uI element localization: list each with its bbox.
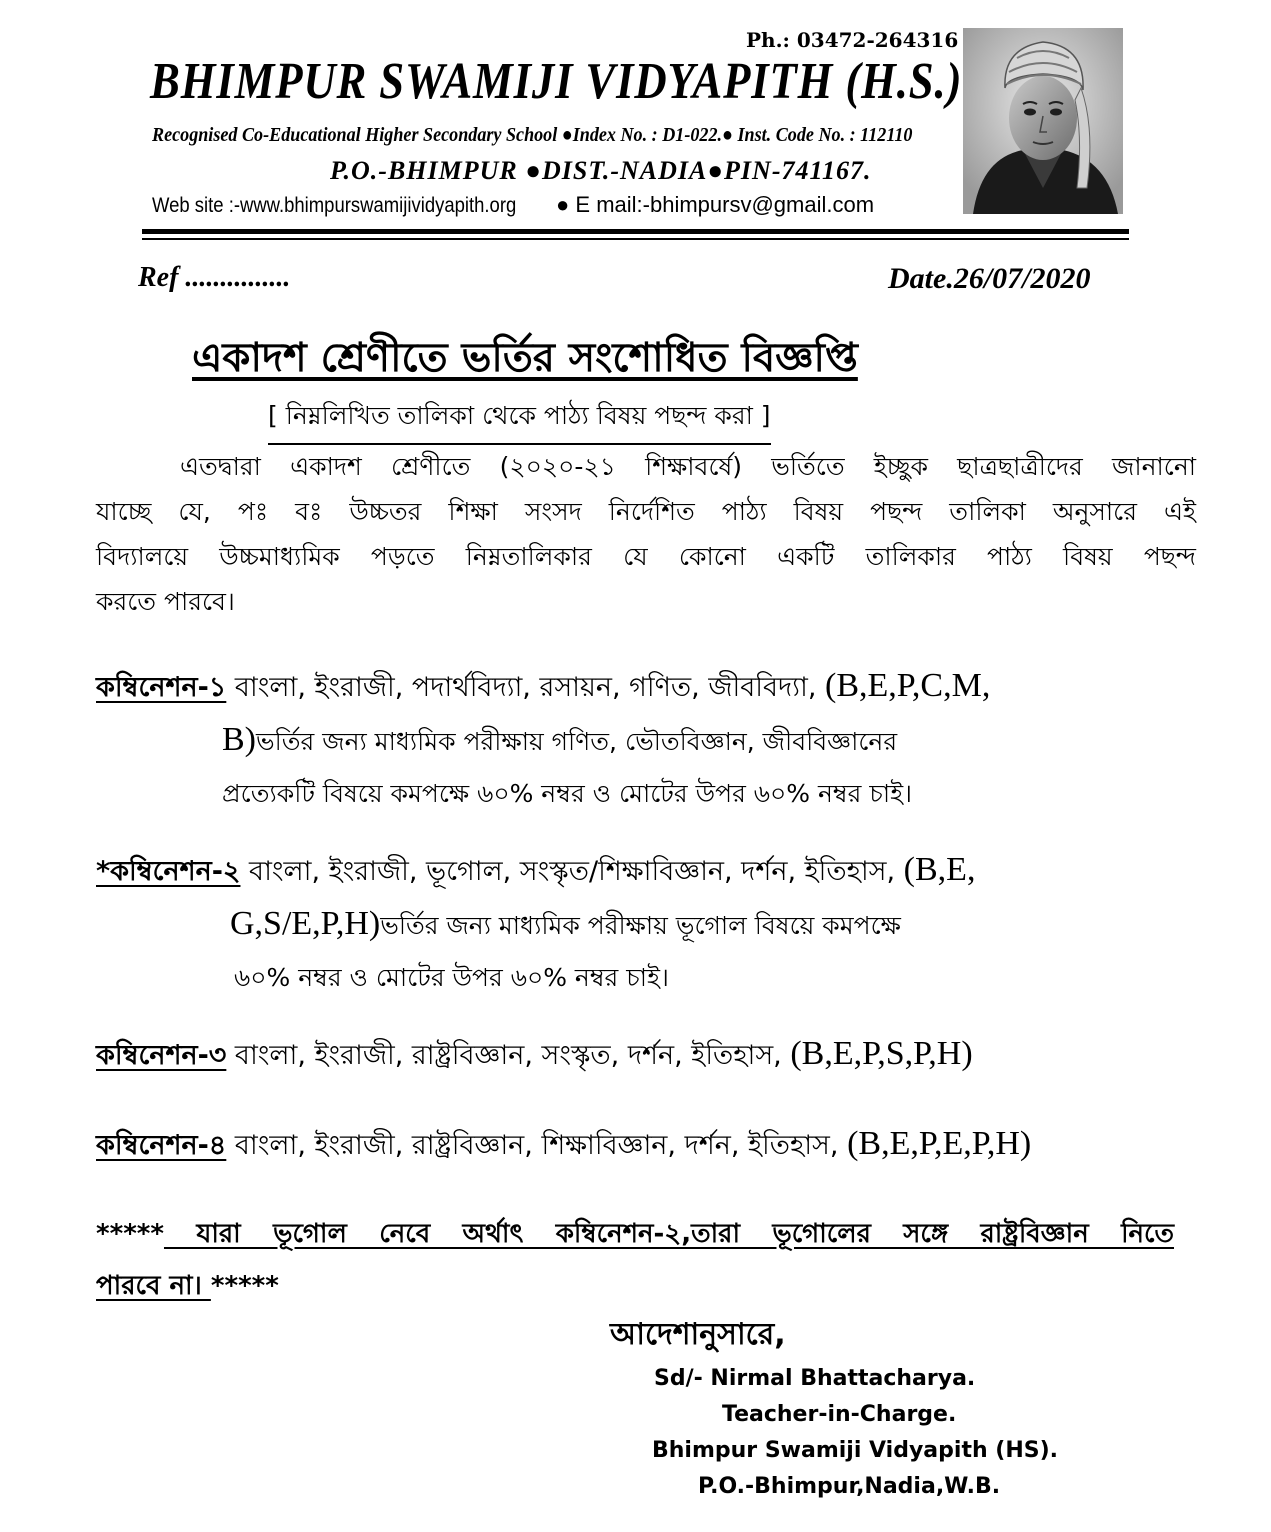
combination-code: (B,E,P,S,P,H) bbox=[790, 1035, 973, 1072]
recognition-line: Recognised Co-Educational Higher Secondary School ●Index No. : D1-022.● Inst. Code No. : 112110 bbox=[152, 124, 913, 146]
signatory-address: P.O.-Bhimpur,Nadia,W.B. bbox=[698, 1474, 1001, 1499]
signatory-school: Bhimpur Swamiji Vidyapith (HS). bbox=[652, 1438, 1059, 1463]
notice-subtitle bbox=[268, 396, 771, 439]
bullet: ● bbox=[556, 192, 570, 217]
combination-label: কম্বিনেশন-১ bbox=[96, 672, 227, 703]
intro-line: বিদ্যালয়ে উচ্চমাধ্যমিক পড়তে নিম্নতালিকার যে কোনো একটি তালিকার পাঠ্য বিষয় পছন্দ bbox=[96, 542, 1196, 571]
combination-code-cont: B) bbox=[222, 721, 256, 758]
combination-label: কম্বিনেশন-৪ bbox=[96, 1130, 227, 1161]
combination-requirement: ভর্তির জন্য মাধ্যমিক পরীক্ষায় গণিত, ভৌতবিজ্ঞান, জীববিজ্ঞানের bbox=[256, 727, 898, 756]
intro-line: এতদ্বারা একাদশ শ্রেণীতে (২০২০-২১ শিক্ষাবর্ষে) ভর্তিতে ইচ্ছুক ছাত্রছাত্রীদের জানানো bbox=[180, 452, 1196, 481]
combination-requirement-cont: প্রত্যেকটি বিষয়ে কমপক্ষে ৬০% নম্বর ও মোটের উপর ৬০% নম্বর চাই। bbox=[222, 779, 913, 808]
combination-1 bbox=[96, 660, 990, 820]
email-line[interactable] bbox=[556, 192, 874, 218]
combination-subjects: বাংলা, ইংরাজী, রাষ্ট্রবিজ্ঞান, সংস্কৃত, দর্শন, ইতিহাস, bbox=[226, 1040, 791, 1071]
portrait-photo bbox=[963, 28, 1123, 214]
combination-code: (B,E,P,C,M, bbox=[825, 667, 991, 704]
by-order-label: আদেশানুসারে, bbox=[610, 1317, 786, 1352]
combination-subjects: বাংলা, ইংরাজী, পদার্থবিদ্যা, রসায়ন, গণিত, জীববিদ্যা, bbox=[226, 672, 826, 703]
intro-paragraph bbox=[96, 444, 1196, 624]
phone-number: Ph.: 03472-264316 bbox=[746, 28, 959, 52]
warning-stars-end: ***** bbox=[210, 1271, 279, 1301]
header-divider-thick bbox=[142, 229, 1129, 234]
header-divider-thin bbox=[142, 238, 1129, 240]
warning-stars: ***** bbox=[96, 1219, 164, 1249]
geography-warning bbox=[96, 1208, 1174, 1312]
subtitle-text: [ নিম্নলিখিত তালিকা থেকে পাঠ্য বিষয় পছন্দ করা ] bbox=[268, 401, 771, 430]
date-field: Date.26/07/2020 bbox=[888, 262, 1091, 295]
combination-code: (B,E,P,E,P,H) bbox=[847, 1125, 1032, 1162]
signatory-designation: Teacher-in-Charge. bbox=[722, 1402, 957, 1427]
combination-2 bbox=[96, 844, 975, 1004]
school-name: BHIMPUR SWAMIJI VIDYAPITH (H.S.) bbox=[150, 53, 963, 110]
email-address[interactable]: E mail:-bhimpursv@gmail.com bbox=[575, 192, 875, 217]
combination-subjects: বাংলা, ইংরাজী, রাষ্ট্রবিজ্ঞান, শিক্ষাবিজ্ঞান, দর্শন, ইতিহাস, bbox=[226, 1130, 848, 1161]
combination-3 bbox=[96, 1028, 973, 1082]
combination-requirement: ভর্তির জন্য মাধ্যমিক পরীক্ষায় ভূগোল বিষয়ে কমপক্ষে bbox=[380, 911, 901, 940]
warning-text-cont: পারবে না। bbox=[96, 1271, 211, 1301]
signatory-name: Sd/- Nirmal Bhattacharya. bbox=[654, 1366, 976, 1391]
reference-field: Ref ............... bbox=[138, 262, 291, 293]
combination-4 bbox=[96, 1118, 1031, 1172]
combination-subjects: বাংলা, ইংরাজী, ভূগোল, সংস্কৃত/শিক্ষাবিজ্ঞান, দর্শন, ইতিহাস, bbox=[240, 856, 904, 887]
website-link[interactable]: Web site :-www.bhimpurswamijividyapith.org bbox=[152, 194, 517, 217]
intro-line: করতে পারবে। bbox=[96, 587, 235, 616]
combination-label: কম্বিনেশন-৩ bbox=[96, 1040, 227, 1071]
school-address: P.O.-BHIMPUR ●DIST.-NADIA●PIN-741167. bbox=[330, 156, 872, 185]
combination-code: (B,E, bbox=[903, 851, 976, 888]
notice-title: একাদশ শ্রেণীতে ভর্তির সংশোধিত বিজ্ঞপ্তি bbox=[192, 335, 858, 381]
intro-line: যাচ্ছে যে, পঃ বঃ উচ্চতর শিক্ষা সংসদ নির্দেশিত পাঠ্য বিষয় পছন্দ তালিকা অনুসারে এই bbox=[96, 497, 1196, 526]
warning-text: যারা ভূগোল নেবে অর্থাৎ কম্বিনেশন-২,তারা ভূগোলের সঙ্গে রাষ্ট্রবিজ্ঞান নিতে bbox=[163, 1219, 1174, 1249]
combination-requirement-cont: ৬০% নম্বর ও মোটের উপর ৬০% নম্বর চাই। bbox=[234, 963, 669, 992]
combination-code-cont: G,S/E,P,H) bbox=[230, 905, 381, 942]
combination-label: *কম্বিনেশন-২ bbox=[96, 856, 241, 887]
